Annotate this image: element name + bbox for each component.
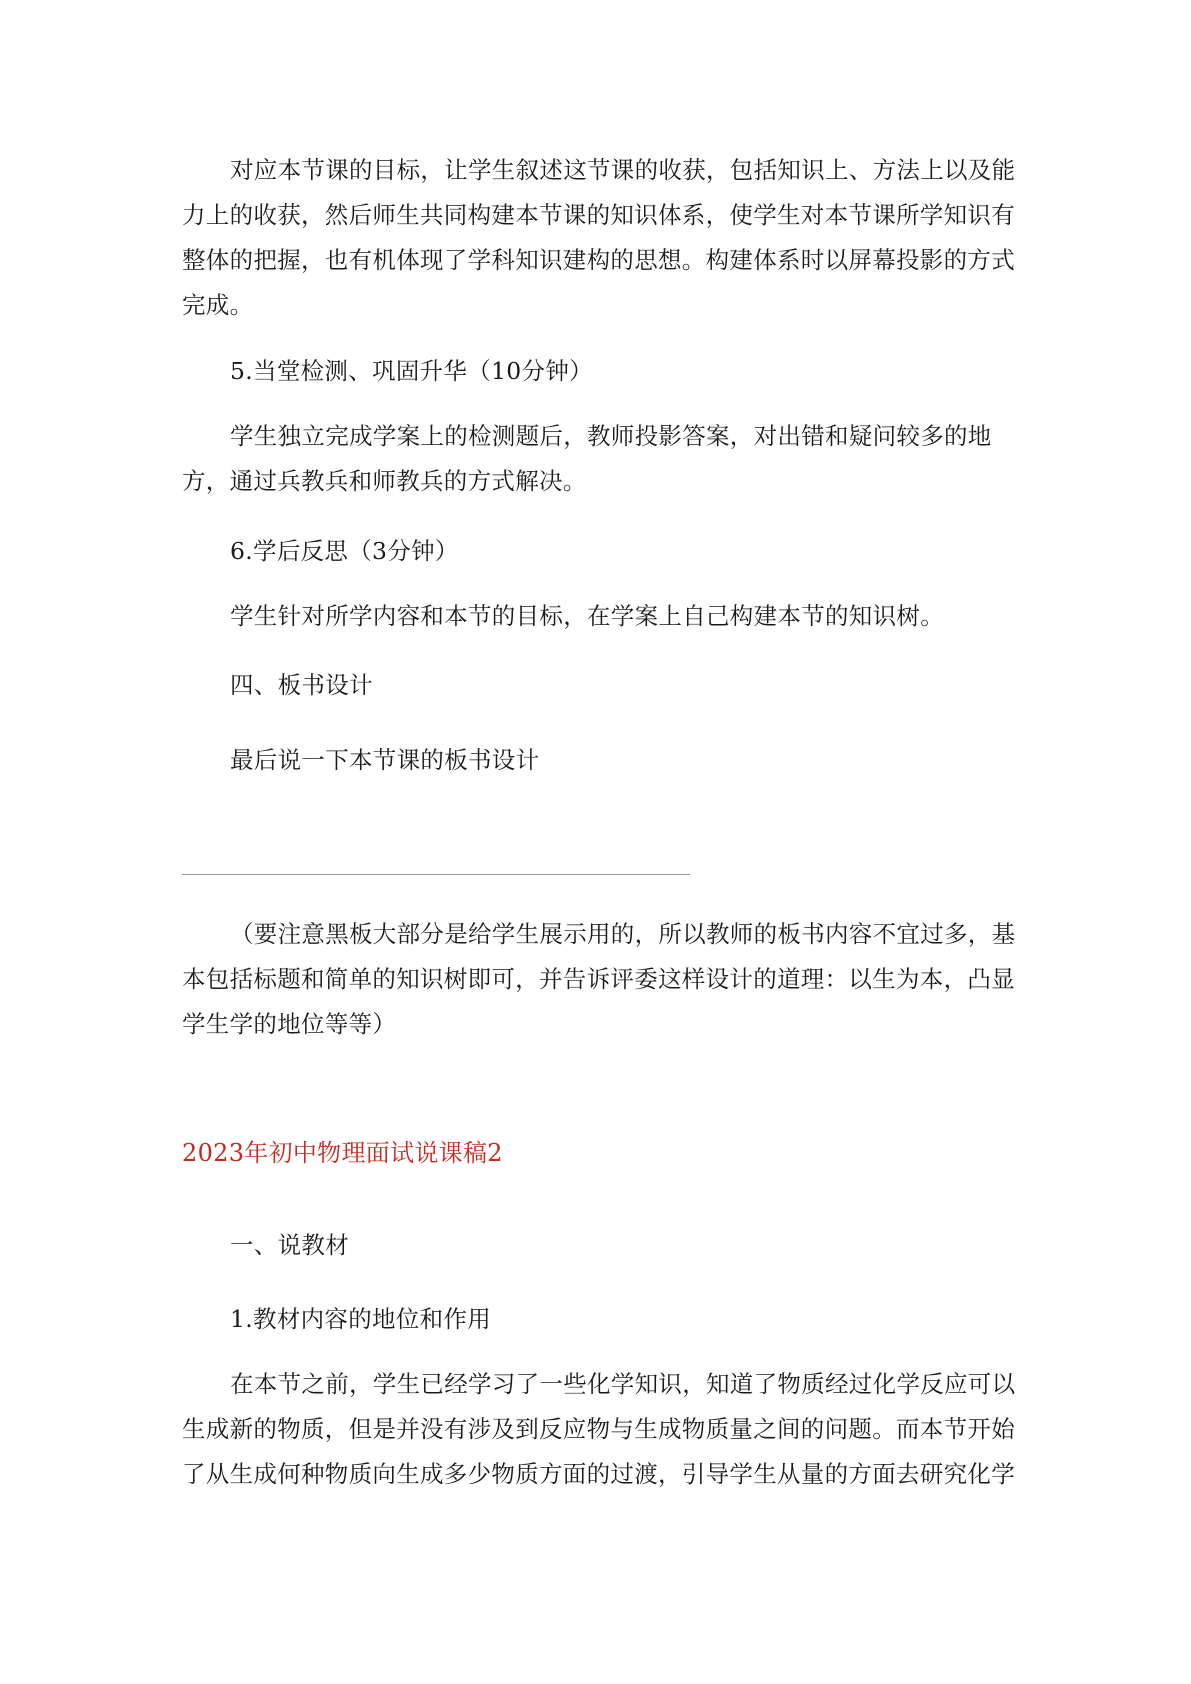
summary-paragraph: 对应本节课的目标，让学生叙述这节课的收获，包括知识上、方法上以及能力上的收获，然后师生共同构建本节课的知识体系，使学生对本节课所学知识有整体的把握，也有机体现了学科知识建构的思想。构建体系时以屏幕投影的方式完成。 [182,156,1016,319]
section-heading-role: 1.教材内容的地位和作用 [230,1305,492,1333]
textbook-role-paragraph: 在本节之前，学生已经学习了一些化学知识，知道了物质经过化学反应可以生成新的物质，但是并没有涉及到反应物与生成物质量之间的问题。而本节开始了从生成何种物质向生成多少物质方面的过渡，引导学生从量的方面去研究化学 [182,1370,1016,1488]
board-intro-paragraph: 最后说一下本节课的板书设计 [230,746,540,774]
section-heading-5: 5.当堂检测、巩固升华（10分钟） [230,357,593,385]
reflection-paragraph: 学生针对所学内容和本节的目标，在学案上自己构建本节的知识树。 [230,602,944,630]
horizontal-divider [182,874,690,875]
board-note-paragraph: （要注意黑板大部分是给学生展示用的，所以教师的板书内容不宜过多，基本包括标题和简单的知识树即可，并告诉评委这样设计的道理：以生为本，凸显学生学的地位等等） [182,920,1016,1038]
section-title: 2023年初中物理面试说课稿2 [182,1139,503,1167]
section-heading-board: 四、板书设计 [230,671,373,699]
section-heading-6: 6.学后反思（3分钟） [230,537,459,565]
test-paragraph: 学生独立完成学案上的检测题后，教师投影答案，对出错和疑问较多的地方，通过兵教兵和师教兵的方式解决。 [182,422,992,495]
section-heading-textbook: 一、说教材 [230,1231,349,1259]
